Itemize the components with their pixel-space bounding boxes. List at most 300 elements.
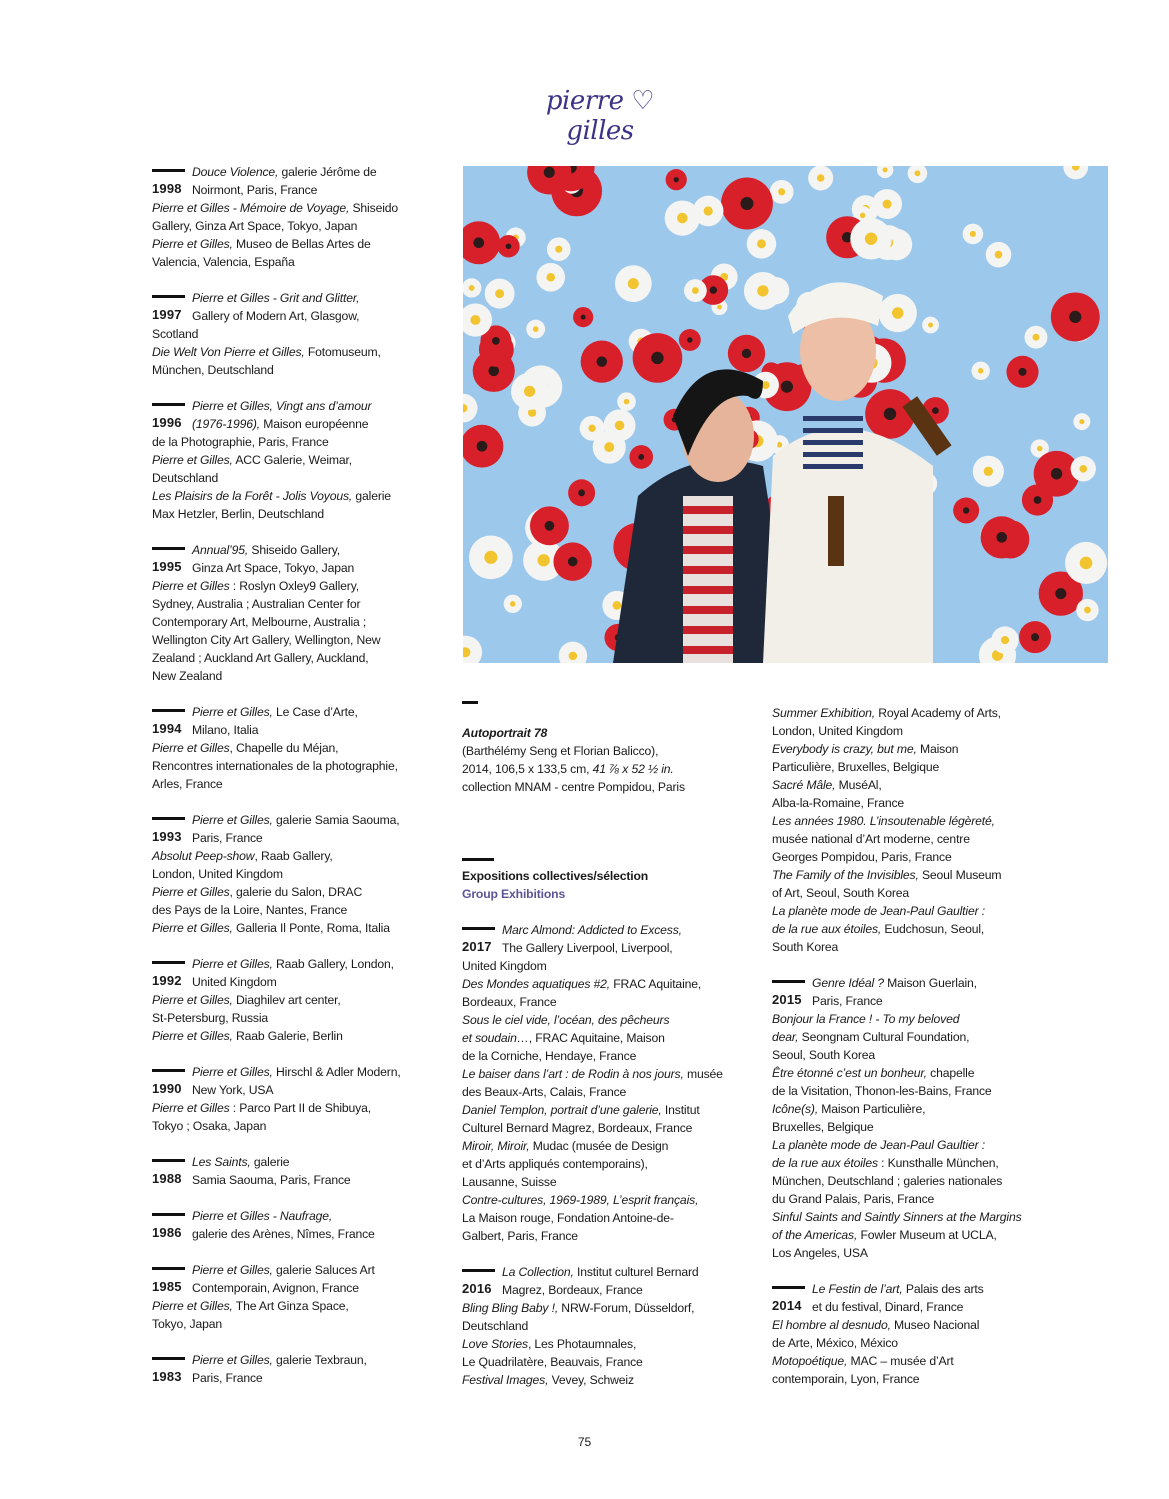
venue-text: galerie Saluces Art <box>272 1263 375 1277</box>
title-text: Pierre et Gilles, <box>192 1263 273 1277</box>
text-line <box>462 1317 762 1335</box>
venue-text: musée <box>683 1067 723 1081</box>
year-label: 2016 <box>462 1281 492 1296</box>
page-number: 75 <box>577 1435 592 1449</box>
title-text: Le baiser dans l’art : de Rodin à nos jours, <box>462 1067 684 1081</box>
venue-text: South Korea <box>772 940 839 954</box>
title-text: Everybody is crazy, but me, <box>772 742 917 756</box>
text-line <box>152 775 452 793</box>
text-line <box>772 1082 1072 1100</box>
title-text: La planète mode de Jean-Paul Gaultier : <box>772 904 985 918</box>
year-dash <box>152 403 185 406</box>
venue-text: galerie des Arènes, Nîmes, France <box>192 1227 375 1241</box>
year-label: 1992 <box>152 973 182 988</box>
text-line <box>192 163 452 181</box>
title-text: Genre Idéal ? <box>812 976 884 990</box>
text-line <box>192 289 452 307</box>
text-line <box>772 1136 1072 1154</box>
text-line <box>152 1315 452 1333</box>
venue-text: Paris, France <box>812 994 883 1008</box>
venue-text: Seoul, South Korea <box>772 1048 876 1062</box>
venue-text: Royal Academy of Arts, <box>874 706 1001 720</box>
text-line <box>772 794 1072 812</box>
title-text: La planète mode de Jean-Paul Gaultier : <box>772 1138 985 1152</box>
year-label: 2017 <box>462 939 492 954</box>
text-line <box>462 1065 762 1083</box>
year-label: 1996 <box>152 415 182 430</box>
text-line <box>812 1280 1072 1298</box>
exhibition-year-entry <box>152 955 452 1045</box>
venue-text: Deutschland <box>152 471 219 485</box>
venue-text: et du festival, Dinard, France <box>812 1300 964 1314</box>
title-text: (1976-1996), <box>192 417 260 431</box>
text-line <box>462 760 762 778</box>
venue-text: chapelle <box>926 1066 975 1080</box>
text-line <box>462 1101 762 1119</box>
year-dash <box>152 1213 185 1216</box>
text-line <box>812 992 1072 1010</box>
venue-text: galerie Samia Saouma, <box>272 813 400 827</box>
venue-text: Institut culturel Bernard <box>573 1265 699 1279</box>
venue-text: Raab Gallery, London, <box>272 957 394 971</box>
venue-text: United Kingdom <box>192 975 277 989</box>
venue-text: The Gallery Liverpool, Liverpool, <box>502 941 673 955</box>
text-line <box>192 1351 452 1369</box>
title-text: Bling Bling Baby !, <box>462 1301 559 1315</box>
text-line <box>152 757 452 775</box>
title-text: Pierre et Gilles, <box>192 957 273 971</box>
venue-text: New York, USA <box>192 1083 274 1097</box>
text-line <box>152 901 452 919</box>
text-line <box>192 1225 452 1243</box>
venue-text: galerie <box>352 489 391 503</box>
text-line <box>772 812 1072 830</box>
title-text: Le Festin de l’art, <box>812 1282 903 1296</box>
title-text: Des Mondes aquatiques #2, <box>462 977 611 991</box>
venue-text: galerie Texbraun, <box>272 1353 367 1367</box>
venue-text: London, United Kingdom <box>152 867 283 881</box>
text-line <box>772 1208 1072 1226</box>
text-line <box>772 1352 1072 1370</box>
text-line <box>152 343 452 361</box>
venue-text: Maison européenne <box>260 417 369 431</box>
text-line <box>772 866 1072 884</box>
year-label: 1986 <box>152 1225 182 1240</box>
year-dash <box>152 1357 185 1360</box>
text-line <box>462 1137 762 1155</box>
year-label: 1983 <box>152 1369 182 1384</box>
venue-text: galerie Jérôme de <box>278 165 377 179</box>
venue-text: Palais des arts <box>902 1282 984 1296</box>
text-line <box>772 830 1072 848</box>
venue-text: Valencia, Valencia, España <box>152 255 295 269</box>
title-text: Die Welt Von Pierre et Gilles, <box>152 345 305 359</box>
title-text: Motopoétique, <box>772 1354 848 1368</box>
venue-text: , FRAC Aquitaine, Maison <box>528 1031 665 1045</box>
venue-text: Noirmont, Paris, France <box>192 183 318 197</box>
venue-text: Gallery, Ginza Art Space, Tokyo, Japan <box>152 219 358 233</box>
text-line <box>152 487 452 505</box>
venue-text: Vevey, Schweiz <box>548 1373 634 1387</box>
year-dash <box>152 709 185 712</box>
text-line <box>152 613 452 631</box>
text-line <box>462 1209 762 1227</box>
venue-text: collection MNAM - centre Pompidou, Paris <box>462 780 685 794</box>
year-label: 2014 <box>772 1298 802 1313</box>
year-label: 1990 <box>152 1081 182 1096</box>
text-line <box>462 778 762 796</box>
title-text: dear, <box>772 1030 799 1044</box>
venue-text: Contemporain, Avignon, France <box>192 1281 359 1295</box>
venue-text: Scotland <box>152 327 199 341</box>
artwork-photo <box>463 166 1108 663</box>
text-line <box>192 1153 452 1171</box>
text-line <box>152 865 452 883</box>
text-line <box>462 1155 762 1173</box>
text-line <box>772 848 1072 866</box>
title-text: Sacré Mâle, <box>772 778 836 792</box>
year-label: 1998 <box>152 181 182 196</box>
text-line <box>152 505 452 523</box>
text-line <box>462 1191 762 1209</box>
title-text: Absolut Peep-show <box>152 849 255 863</box>
text-line <box>152 595 452 613</box>
venue-text: Alba-la-Romaine, France <box>772 796 905 810</box>
text-line <box>192 559 452 577</box>
venue-text: London, United Kingdom <box>772 724 903 738</box>
title-text: Pierre et Gilles, <box>192 813 273 827</box>
venue-text: Galbert, Paris, France <box>462 1229 578 1243</box>
venue-text: Institut <box>661 1103 700 1117</box>
title-text: Summer Exhibition, <box>772 706 875 720</box>
exhibition-year-entry <box>152 163 452 271</box>
venue-text: contemporain, Lyon, France <box>772 1372 920 1386</box>
exhibition-year-entry <box>152 811 452 937</box>
title-text: Être étonné c’est un bonheur, <box>772 1066 927 1080</box>
exhibition-year-entry <box>462 1263 762 1389</box>
title-text: Daniel Templon, portrait d’une galerie, <box>462 1103 662 1117</box>
text-line <box>152 577 452 595</box>
text-line <box>462 975 762 993</box>
title-text: 41 ⅞ x 52 ½ in. <box>592 762 674 776</box>
text-line <box>192 811 452 829</box>
venue-text: de Arte, México, México <box>772 1336 898 1350</box>
text-line <box>152 235 452 253</box>
title-text: Pierre et Gilles - Mémoire de Voyage, <box>152 201 350 215</box>
venue-text: Culturel Bernard Magrez, Bordeaux, France <box>462 1121 693 1135</box>
text-line <box>462 1047 762 1065</box>
venue-text: Deutschland <box>462 1319 529 1333</box>
text-line <box>192 1081 452 1099</box>
text-line <box>152 649 452 667</box>
exhibition-year-entry <box>152 703 452 793</box>
solo-exhibitions-column <box>152 163 452 1405</box>
venue-text: Shiseido Gallery, <box>248 543 341 557</box>
venue-text: Seongnam Cultural Foundation, <box>798 1030 970 1044</box>
venue-text: Shiseido <box>349 201 399 215</box>
text-line <box>772 938 1072 956</box>
exhibition-year-entry <box>152 397 452 523</box>
text-line <box>812 1298 1072 1316</box>
year-dash <box>772 1286 805 1289</box>
group-exhibitions-list-right <box>772 704 1072 1406</box>
text-line <box>152 1099 452 1117</box>
venue-text: Bruxelles, Belgique <box>772 1120 874 1134</box>
text-line <box>192 721 452 739</box>
text-line <box>772 1028 1072 1046</box>
caption-dash <box>462 701 478 704</box>
title-text: Les années 1980. L’insoutenable légèreté, <box>772 814 995 828</box>
title-text: Marc Almond: Addicted to Excess, <box>502 923 682 937</box>
title-text: Pierre et Gilles <box>152 1101 230 1115</box>
text-line <box>502 1281 762 1299</box>
text-line <box>772 920 1072 938</box>
text-line <box>462 1173 762 1191</box>
title-text: Pierre et Gilles, <box>152 921 233 935</box>
title-text: de la rue aux étoiles, <box>772 922 882 936</box>
year-dash <box>772 980 805 983</box>
venue-text: Fowler Museum at UCLA, <box>857 1228 997 1242</box>
venue-text: Maison <box>916 742 959 756</box>
exhibition-year-entry <box>152 1153 452 1189</box>
venue-text: des Beaux-Arts, Calais, France <box>462 1085 627 1099</box>
year-dash <box>152 169 185 172</box>
text-line <box>772 1172 1072 1190</box>
text-line <box>192 1207 452 1225</box>
title-text: Annual’95, <box>192 543 249 557</box>
venue-text: New Zealand <box>152 669 223 683</box>
text-line <box>462 1371 762 1389</box>
venue-text: Arles, France <box>152 777 223 791</box>
venue-text: Gallery of Modern Art, Glasgow, <box>192 309 360 323</box>
text-line <box>502 921 762 939</box>
text-line <box>152 1297 452 1315</box>
venue-text: Bordeaux, France <box>462 995 557 1009</box>
text-line <box>772 1064 1072 1082</box>
venue-text: : Parco Part II de Shibuya, <box>229 1101 371 1115</box>
venue-text: The Art Ginza Space, <box>232 1299 349 1313</box>
venue-text: Maison Particulière, <box>818 1102 926 1116</box>
title-text: Sous le ciel vide, l’océan, des pêcheurs <box>462 1013 670 1027</box>
text-line <box>152 325 452 343</box>
exhibition-year-entry <box>462 921 762 1245</box>
title-text: La Collection, <box>502 1265 574 1279</box>
text-line <box>772 758 1072 776</box>
text-line <box>772 1154 1072 1172</box>
title-text: Icône(s), <box>772 1102 819 1116</box>
venue-text: et d’Arts appliqués contemporains), <box>462 1157 648 1171</box>
text-line <box>152 199 452 217</box>
text-line <box>462 993 762 1011</box>
venue-text: Eudchosun, Seoul, <box>881 922 985 936</box>
group-exhibitions-list-middle <box>462 921 762 1389</box>
exhibition-year-entry <box>152 541 452 685</box>
group-exhibitions-section <box>462 854 762 1407</box>
venue-text: MuséAl, <box>835 778 882 792</box>
venue-text: of Art, Seoul, South Korea <box>772 886 910 900</box>
venue-text: musée national d’Art moderne, centre <box>772 832 970 846</box>
exhibition-year-entry <box>152 1207 452 1243</box>
section-dash <box>462 858 494 861</box>
text-line <box>152 1117 452 1135</box>
exhibition-year-entry <box>772 974 1072 1262</box>
venue-text: Le Quadrilatère, Beauvais, France <box>462 1355 643 1369</box>
year-dash <box>152 1159 185 1162</box>
text-line <box>502 939 762 957</box>
title-text: Pierre et Gilles, Vingt ans d’amour <box>192 399 372 413</box>
venue-text: de la Photographie, Paris, France <box>152 435 329 449</box>
venue-text: Magrez, Bordeaux, France <box>502 1283 643 1297</box>
text-line <box>772 902 1072 920</box>
year-label: 1994 <box>152 721 182 736</box>
venue-text: , Raab Gallery, <box>254 849 333 863</box>
text-line <box>772 1370 1072 1388</box>
text-line <box>192 541 452 559</box>
text-line <box>462 1011 762 1029</box>
text-line <box>152 217 452 235</box>
venue-text: Diaghilev art center, <box>232 993 341 1007</box>
exhibition-year-entry <box>152 289 452 379</box>
text-line <box>152 469 452 487</box>
year-dash <box>152 1267 185 1270</box>
title-text: Pierre et Gilles - Naufrage, <box>192 1209 333 1223</box>
title-text: Miroir, Miroir, <box>462 1139 530 1153</box>
title-text: et soudain… <box>462 1031 529 1045</box>
venue-text: Ginza Art Space, Tokyo, Japan <box>192 561 355 575</box>
venue-text: , Les Photaumnales, <box>527 1337 637 1351</box>
venue-text: Mudac (musée de Design <box>529 1139 669 1153</box>
text-line <box>192 955 452 973</box>
venue-text: Contemporary Art, Melbourne, Australia ; <box>152 615 367 629</box>
text-line <box>772 1226 1072 1244</box>
year-label: 1997 <box>152 307 182 322</box>
text-line <box>772 1334 1072 1352</box>
venue-text: Paris, France <box>192 1371 263 1385</box>
venue-text: Particulière, Bruxelles, Belgique <box>772 760 940 774</box>
venue-text: Le Case d’Arte, <box>272 705 358 719</box>
year-label: 2015 <box>772 992 802 1007</box>
venue-text: Samia Saouma, Paris, France <box>192 1173 351 1187</box>
title-text: Festival Images, <box>462 1373 549 1387</box>
year-label: 1993 <box>152 829 182 844</box>
text-line <box>152 919 452 937</box>
text-line <box>152 361 452 379</box>
title-text: Pierre et Gilles <box>152 741 230 755</box>
text-line <box>192 1279 452 1297</box>
text-line <box>462 1083 762 1101</box>
text-line <box>462 957 762 975</box>
venue-text: Max Hetzler, Berlin, Deutschland <box>152 507 324 521</box>
venue-text: , Chapelle du Méjan, <box>229 741 339 755</box>
right-figure-sailor <box>763 428 933 663</box>
text-line <box>462 1353 762 1371</box>
text-line <box>772 1244 1072 1262</box>
artwork-caption <box>462 697 762 796</box>
year-label: 1988 <box>152 1171 182 1186</box>
exhibition-year-entry <box>772 704 1072 956</box>
text-line <box>462 1119 762 1137</box>
venue-text: Milano, Italia <box>192 723 259 737</box>
text-line <box>772 776 1072 794</box>
venue-text: Tokyo ; Osaka, Japan <box>152 1119 267 1133</box>
title-text: Les Saints, <box>192 1155 251 1169</box>
text-line <box>462 1029 762 1047</box>
text-line <box>192 1261 452 1279</box>
title-text: Pierre et Gilles - Grit and Glitter, <box>192 291 360 305</box>
text-line <box>192 973 452 991</box>
venue-text: MAC – musée d’Art <box>847 1354 954 1368</box>
text-line <box>772 1046 1072 1064</box>
text-line <box>462 1299 762 1317</box>
text-line <box>152 433 452 451</box>
venue-text: Fotomuseum, <box>304 345 381 359</box>
venue-text: Museo de Bellas Artes de <box>232 237 371 251</box>
venue-text: United Kingdom <box>462 959 547 973</box>
year-dash <box>152 817 185 820</box>
year-dash <box>152 295 185 298</box>
venue-text: Galleria Il Ponte, Roma, Italia <box>232 921 390 935</box>
text-line <box>152 1027 452 1045</box>
text-line <box>152 739 452 757</box>
title-text: Pierre et Gilles, <box>152 237 233 251</box>
venue-text: Georges Pompidou, Paris, France <box>772 850 952 864</box>
title-text: The Family of the Invisibles, <box>772 868 919 882</box>
venue-text: St-Petersburg, Russia <box>152 1011 269 1025</box>
title-text: Pierre et Gilles <box>152 579 230 593</box>
text-line <box>192 829 452 847</box>
exhibition-year-entry <box>152 1351 452 1387</box>
title-text: Sinful Saints and Saintly Sinners at the Margins <box>772 1210 1022 1224</box>
year-dash <box>152 547 185 550</box>
venue-text: Museo Nacional <box>890 1318 980 1332</box>
venue-text: Tokyo, Japan <box>152 1317 223 1331</box>
text-line <box>192 415 452 433</box>
year-label: 1995 <box>152 559 182 574</box>
caption-title: Autoportrait 78 <box>462 726 548 740</box>
text-line <box>192 397 452 415</box>
text-line <box>192 703 452 721</box>
text-line <box>152 631 452 649</box>
venue-text: Los Angeles, USA <box>772 1246 868 1260</box>
venue-text: Paris, France <box>192 831 263 845</box>
venue-text: Rencontres internationales de la photographie, <box>152 759 398 773</box>
year-label: 1985 <box>152 1279 182 1294</box>
text-line <box>192 307 452 325</box>
text-line <box>192 181 452 199</box>
section-title-en: Group Exhibitions <box>462 887 566 901</box>
title-text: Bonjour la France ! - To my beloved <box>772 1012 960 1026</box>
venue-text: Lausanne, Suisse <box>462 1175 557 1189</box>
title-text: Pierre et Gilles, <box>152 453 233 467</box>
text-line <box>502 1263 762 1281</box>
venue-text: ACC Galerie, Weimar, <box>232 453 352 467</box>
text-line <box>152 451 452 469</box>
venue-text: (Barthélémy Seng et Florian Balicco), <box>462 744 659 758</box>
title-text: Les Plaisirs de la Forêt - Jolis Voyous, <box>152 489 353 503</box>
venue-text: Wellington City Art Gallery, Wellington, New <box>152 633 381 647</box>
venue-text: du Grand Palais, Paris, France <box>772 1192 935 1206</box>
year-dash <box>462 927 495 930</box>
title-text: de la rue aux étoiles <box>772 1156 878 1170</box>
text-line <box>152 991 452 1009</box>
text-line <box>462 1227 762 1245</box>
venue-text: : Roslyn Oxley9 Gallery, <box>229 579 359 593</box>
text-line <box>152 883 452 901</box>
venue-text: Maison Guerlain, <box>883 976 977 990</box>
venue-text: de la Corniche, Hendaye, France <box>462 1049 637 1063</box>
text-line <box>772 1190 1072 1208</box>
text-line <box>152 667 452 685</box>
